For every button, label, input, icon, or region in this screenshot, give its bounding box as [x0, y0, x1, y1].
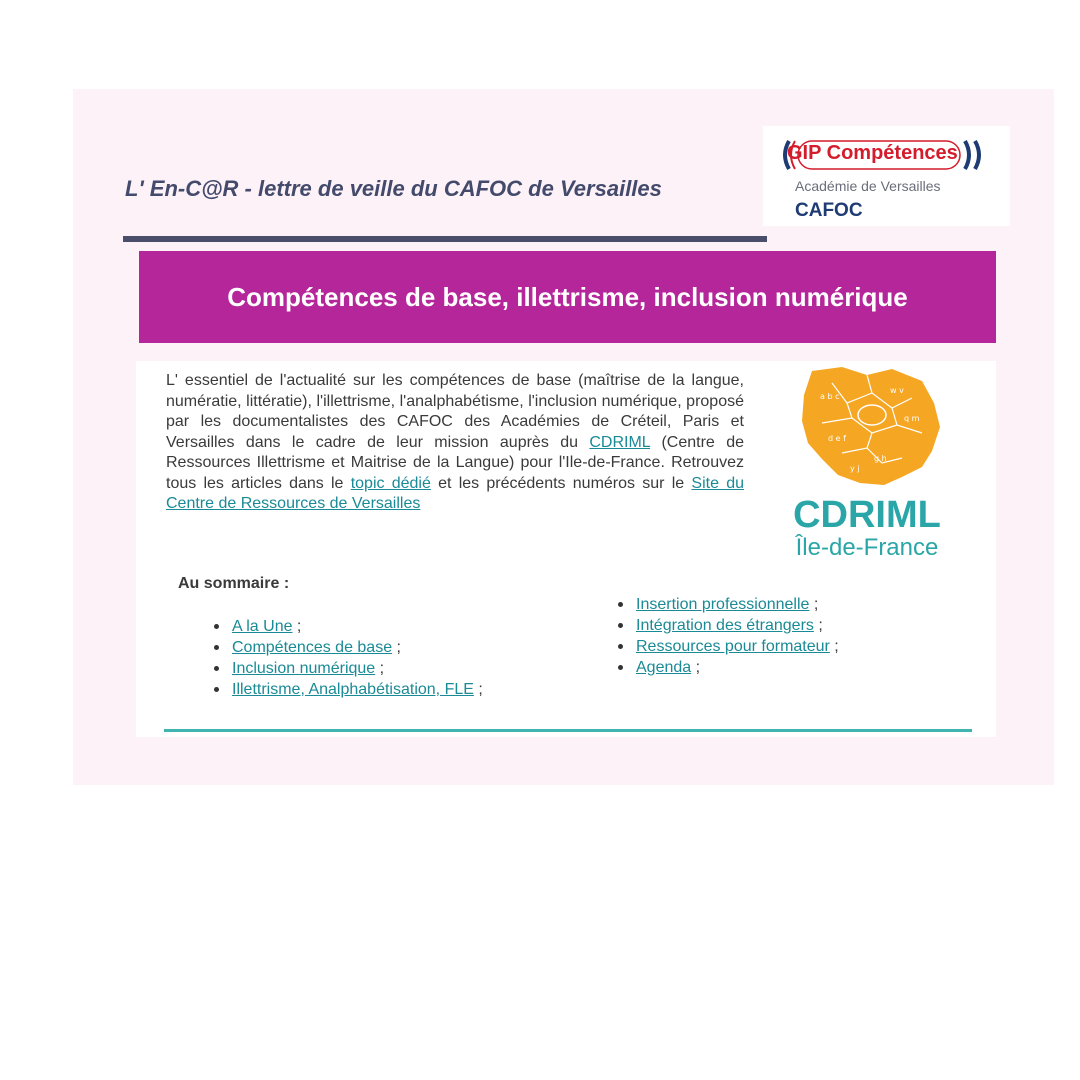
intro-text-1: L' essentiel de l'actualité sur les compétences de base (maîtrise de la langue, numératie, littératie), l'illettrisme, l'analphabétisme, l'inclusion numérique, proposé par les documentalistes des CAFOC des Académies de Créteil, Paris et Versailles dans le cadre de leur mission auprès du [166, 372, 744, 451]
list-separator: ; [392, 639, 401, 656]
svg-text:a b c: a b c [820, 392, 840, 401]
list-separator: ; [813, 617, 823, 634]
gip-competences-logo [763, 126, 1010, 226]
svg-text:d e f: d e f [828, 434, 846, 443]
list-item [618, 636, 839, 657]
newsletter-title: L' En-C@R - lettre de veille du CAFOC de Versailles [125, 176, 662, 201]
list-item [618, 657, 839, 678]
link-competences-de-base[interactable]: Compétences de base [232, 639, 393, 656]
cdriml-logo-region: Île-de-France [795, 534, 939, 561]
link-illettrisme[interactable]: Illettrisme, Analphabétisation, FLE [232, 681, 474, 698]
gip-cafoc: CAFOC [795, 200, 863, 221]
bottom-divider [164, 729, 972, 732]
list-separator: ; [473, 681, 483, 698]
cdriml-logo-name: CDRIML [793, 494, 941, 536]
cdriml-link[interactable]: CDRIML [589, 433, 651, 451]
link-insertion-professionnelle[interactable]: Insertion professionnelle [636, 596, 810, 613]
link-inclusion-numerique[interactable]: Inclusion numérique [232, 660, 376, 677]
list-item [618, 615, 839, 636]
ile-de-france-map-icon [802, 367, 940, 485]
list-separator: ; [691, 659, 701, 676]
list-item [214, 616, 483, 637]
svg-text:w v: w v [890, 386, 904, 395]
sommaire-list-left [214, 616, 483, 700]
list-item [214, 679, 483, 700]
intro-text-2: (Centre de Ressources Illettrisme et Maitrise de la Langue) pour l'Ile-de-France. Retrouvez tous les articles dans le [166, 433, 744, 492]
link-integration-etrangers[interactable]: Intégration des étrangers [636, 617, 814, 634]
list-item [214, 637, 483, 658]
content-panel [136, 361, 996, 737]
sommaire-list-right [618, 594, 839, 678]
svg-text:q m: q m [904, 414, 920, 423]
site-link[interactable]: Site du Centre de Ressources de Versailles [166, 474, 745, 512]
intro-text-3: et les précédents numéros sur le [430, 474, 692, 492]
cdriml-logo [772, 363, 962, 563]
list-item [214, 658, 483, 679]
gip-brand: GIP Compétences [787, 142, 958, 164]
svg-text:g h: g h [874, 454, 887, 463]
sommaire-title: Au sommaire : [178, 575, 290, 592]
header-divider [123, 236, 767, 242]
link-agenda[interactable]: Agenda [636, 659, 692, 676]
gip-academie: Académie de Versailles [795, 178, 941, 194]
svg-text:y j: y j [850, 464, 860, 473]
link-ressources-formateur[interactable]: Ressources pour formateur [636, 638, 830, 655]
banner-title: Compétences de base, illettrisme, inclusion numérique [227, 281, 908, 312]
list-item [618, 594, 839, 615]
list-separator: ; [829, 638, 839, 655]
link-a-la-une[interactable]: A la Une [232, 618, 293, 635]
list-separator: ; [375, 660, 385, 677]
list-separator: ; [292, 618, 302, 635]
section-banner [139, 251, 996, 343]
topic-link[interactable]: topic dédié [350, 474, 431, 492]
list-separator: ; [809, 596, 819, 613]
intro-paragraph [166, 371, 744, 515]
